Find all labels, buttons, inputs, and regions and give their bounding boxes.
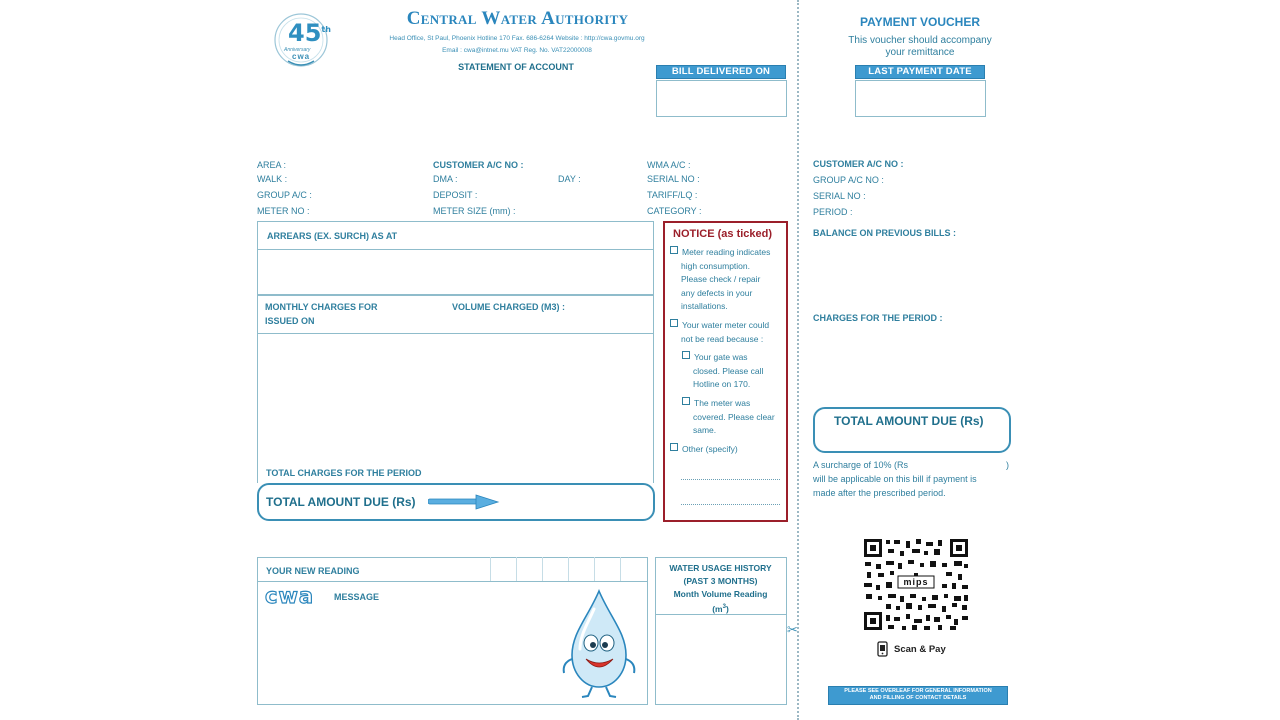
scan-pay-label[interactable]: Scan & Pay bbox=[894, 644, 946, 655]
category-label: CATEGORY : bbox=[647, 206, 702, 216]
voucher-period: PERIOD : bbox=[813, 207, 853, 217]
scissors-icon: ✂ bbox=[787, 622, 798, 637]
notice-specify-line-1 bbox=[681, 478, 780, 480]
issued-on-label: ISSUED ON bbox=[265, 316, 315, 326]
voucher-serial-no: SERIAL NO : bbox=[813, 191, 866, 201]
notice-checkbox-2a[interactable] bbox=[682, 351, 690, 359]
voucher-customer-ac: CUSTOMER A/C NO : bbox=[813, 159, 904, 169]
area-label: AREA : bbox=[257, 160, 287, 170]
logo-brand: cwa bbox=[292, 52, 311, 61]
notice-item-1: Meter reading indicates high consumption. Please check / repair any defects in your installations. bbox=[670, 246, 782, 314]
notice-checkbox-3[interactable] bbox=[670, 443, 678, 451]
notice-title: NOTICE (as ticked) bbox=[673, 228, 773, 240]
notice-item-2b: The meter was covered. Please clear same. bbox=[682, 397, 784, 438]
volume-charged-label: VOLUME CHARGED (M3) : bbox=[452, 302, 565, 312]
digit-cell[interactable] bbox=[620, 557, 646, 581]
surcharge-line-2: will be applicable on this bill if payment is bbox=[813, 474, 977, 484]
voucher-subtitle-2: your remittance bbox=[885, 47, 955, 58]
voucher-title: PAYMENT VOUCHER bbox=[859, 15, 981, 29]
voucher-subtitle-1: This voucher should accompany bbox=[848, 35, 992, 46]
message-label: MESSAGE bbox=[334, 592, 380, 602]
doc-title: STATEMENT OF ACCOUNT bbox=[458, 62, 574, 72]
monthly-charges-label: MONTHLY CHARGES FOR bbox=[265, 302, 378, 312]
water-drop-mascot bbox=[558, 589, 640, 699]
digit-cell[interactable] bbox=[490, 557, 516, 581]
digit-cell[interactable] bbox=[594, 557, 620, 581]
walk-label: WALK : bbox=[257, 174, 288, 184]
notice-item-2: Your water meter could not be read because : bbox=[670, 319, 782, 346]
last-payment-box bbox=[855, 80, 986, 117]
serial-no-label: SERIAL NO : bbox=[647, 174, 700, 184]
day-label: DAY : bbox=[558, 174, 581, 184]
voucher-balance-prev: BALANCE ON PREVIOUS BILLS : bbox=[813, 228, 957, 238]
digit-cell[interactable] bbox=[568, 557, 594, 581]
meter-size-label: METER SIZE (mm) : bbox=[433, 206, 516, 216]
total-charges-label: TOTAL CHARGES FOR THE PERIOD bbox=[266, 468, 422, 478]
meter-no-label: METER NO : bbox=[257, 206, 310, 216]
charges-detail-area bbox=[257, 333, 654, 483]
surcharge-line-3: made after the prescribed period. bbox=[813, 488, 946, 498]
phone-icon bbox=[877, 641, 888, 662]
new-reading-header-line bbox=[257, 581, 647, 582]
logo-number: 45th bbox=[288, 19, 331, 47]
logo-small-text: Anniversary bbox=[284, 47, 311, 53]
arrears-label: ARREARS (EX. SURCH) AS AT bbox=[267, 231, 398, 241]
notice-item-3: Other (specify) bbox=[670, 443, 782, 457]
last-payment-tab: LAST PAYMENT DATE bbox=[855, 65, 985, 79]
bill-delivered-box bbox=[656, 80, 787, 117]
qr-badge-text: mips bbox=[903, 577, 929, 587]
deposit-label: DEPOSIT : bbox=[433, 190, 478, 200]
notice-checkbox-2[interactable] bbox=[670, 319, 678, 327]
surcharge-line-1a: A surcharge of 10% (Rs bbox=[813, 460, 909, 470]
digit-cell[interactable] bbox=[542, 557, 568, 581]
notice-checkbox-2b[interactable] bbox=[682, 397, 690, 405]
qr-code[interactable] bbox=[862, 537, 970, 632]
voucher-footer-banner: PLEASE SEE OVERLEAF FOR GENERAL INFORMATION AND FILLING OF CONTACT DETAILS bbox=[828, 686, 1008, 705]
voucher-total-amount-label: TOTAL AMOUNT DUE (Rs) bbox=[834, 414, 984, 428]
voucher-charges-period: CHARGES FOR THE PERIOD : bbox=[813, 313, 943, 323]
notice-checkbox-1[interactable] bbox=[670, 246, 678, 254]
tariff-label: TARIFF/LQ : bbox=[647, 190, 698, 200]
header-address: Head Office, St Paul, Phoenix Hotline 170 Fax. 686-6264 Website : http://cwa.govmu.org bbox=[389, 35, 645, 42]
notice-specify-line-2 bbox=[681, 503, 780, 505]
surcharge-line-1b: ) bbox=[1006, 460, 1009, 470]
arrow-right-icon bbox=[428, 494, 500, 515]
wma-ac-label: WMA A/C : bbox=[647, 160, 691, 170]
reading-digit-cells bbox=[490, 557, 646, 581]
anniversary-logo bbox=[270, 11, 332, 69]
arrears-value-row bbox=[257, 249, 654, 295]
voucher-group-ac: GROUP A/C NO : bbox=[813, 175, 884, 185]
bill-delivered-tab: BILL DELIVERED ON bbox=[656, 65, 786, 79]
dma-label: DMA : bbox=[433, 174, 458, 184]
new-reading-label: YOUR NEW READING bbox=[266, 566, 360, 576]
notice-item-2a: Your gate was closed. Please call Hotline on 170. bbox=[682, 351, 784, 392]
usage-history-title: WATER USAGE HISTORY (PAST 3 MONTHS) Month Volume Reading $(m^3)$ bbox=[669, 563, 772, 614]
monthly-charges-row bbox=[257, 295, 654, 334]
customer-ac-label: CUSTOMER A/C NO : bbox=[433, 160, 524, 170]
total-amount-due-label: TOTAL AMOUNT DUE (Rs) bbox=[266, 495, 416, 509]
header-email: Email : cwa@intnet.mu VAT Reg. No. VAT22000008 bbox=[442, 47, 592, 54]
group-ac-label: GROUP A/C : bbox=[257, 190, 312, 200]
tear-line bbox=[797, 0, 799, 720]
org-name: Central Water Authority bbox=[406, 8, 629, 29]
digit-cell[interactable] bbox=[516, 557, 542, 581]
cwa-brand-logo: cwa bbox=[265, 584, 315, 608]
